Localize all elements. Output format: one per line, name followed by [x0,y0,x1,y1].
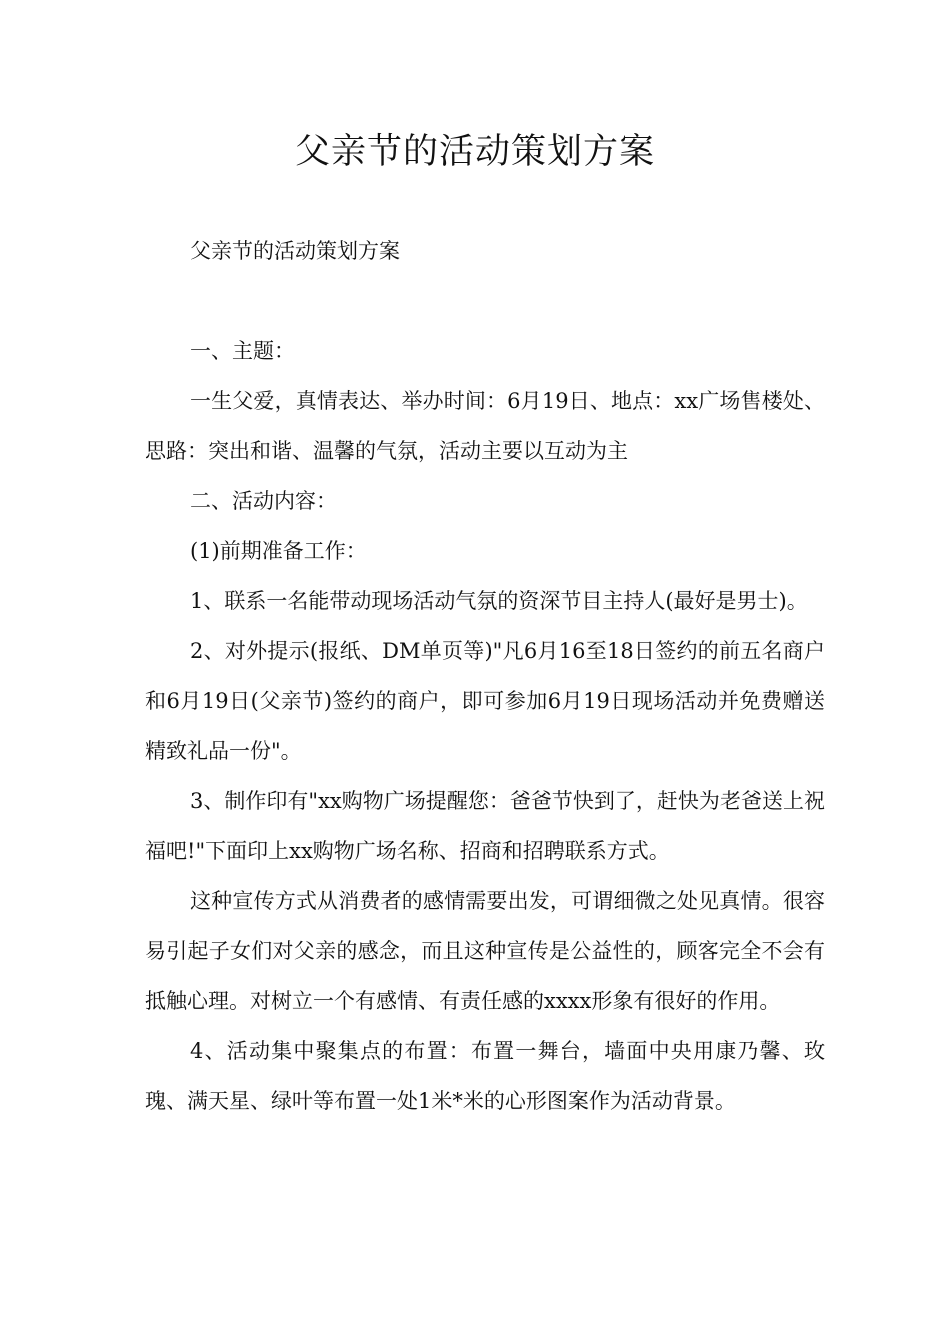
paragraph-item-4: 4、活动集中聚集点的布置：布置一舞台，墙面中央用康乃馨、玫瑰、满天星、绿叶等布置一处1米*米的心形图案作为活动背景。 [145,1039,825,1113]
paragraph-theme-details: 一生父爱，真情表达、举办时间：6月19日、地点：xx广场售楼处、思路：突出和谐、温馨的气氛，活动主要以互动为主 [145,389,825,463]
document-body [145,326,825,1126]
heading-activity-content: 二、活动内容： [190,489,337,513]
document-subtitle: 父亲节的活动策划方案 [190,239,400,263]
heading-preparation: (1)前期准备工作： [190,539,367,563]
document-title: 父亲节的活动策划方案 [294,132,655,172]
paragraph-item-1: 1、联系一名能带动现场活动气氛的资深节目主持人(最好是男士)。 [190,589,808,613]
paragraph-item-2: 2、对外提示(报纸、DM单页等)"凡6月16至18日签约的前五名商户和6月19日(父亲节)签约的商户，即可参加6月19日现场活动并免费赠送精致礼品一份"。 [145,639,825,763]
heading-theme: 一、主题： [190,339,295,363]
paragraph-publicity-note: 这种宣传方式从消费者的感情需要出发，可谓细微之处见真情。很容易引起子女们对父亲的感念，而且这种宣传是公益性的，顾客完全不会有抵触心理。对树立一个有感情、有责任感的xxxx形象有很好的作用。 [145,889,825,1013]
paragraph-item-3: 3、制作印有"xx购物广场提醒您：爸爸节快到了，赶快为老爸送上祝福吧!"下面印上xx购物广场名称、招商和招聘联系方式。 [145,789,825,863]
